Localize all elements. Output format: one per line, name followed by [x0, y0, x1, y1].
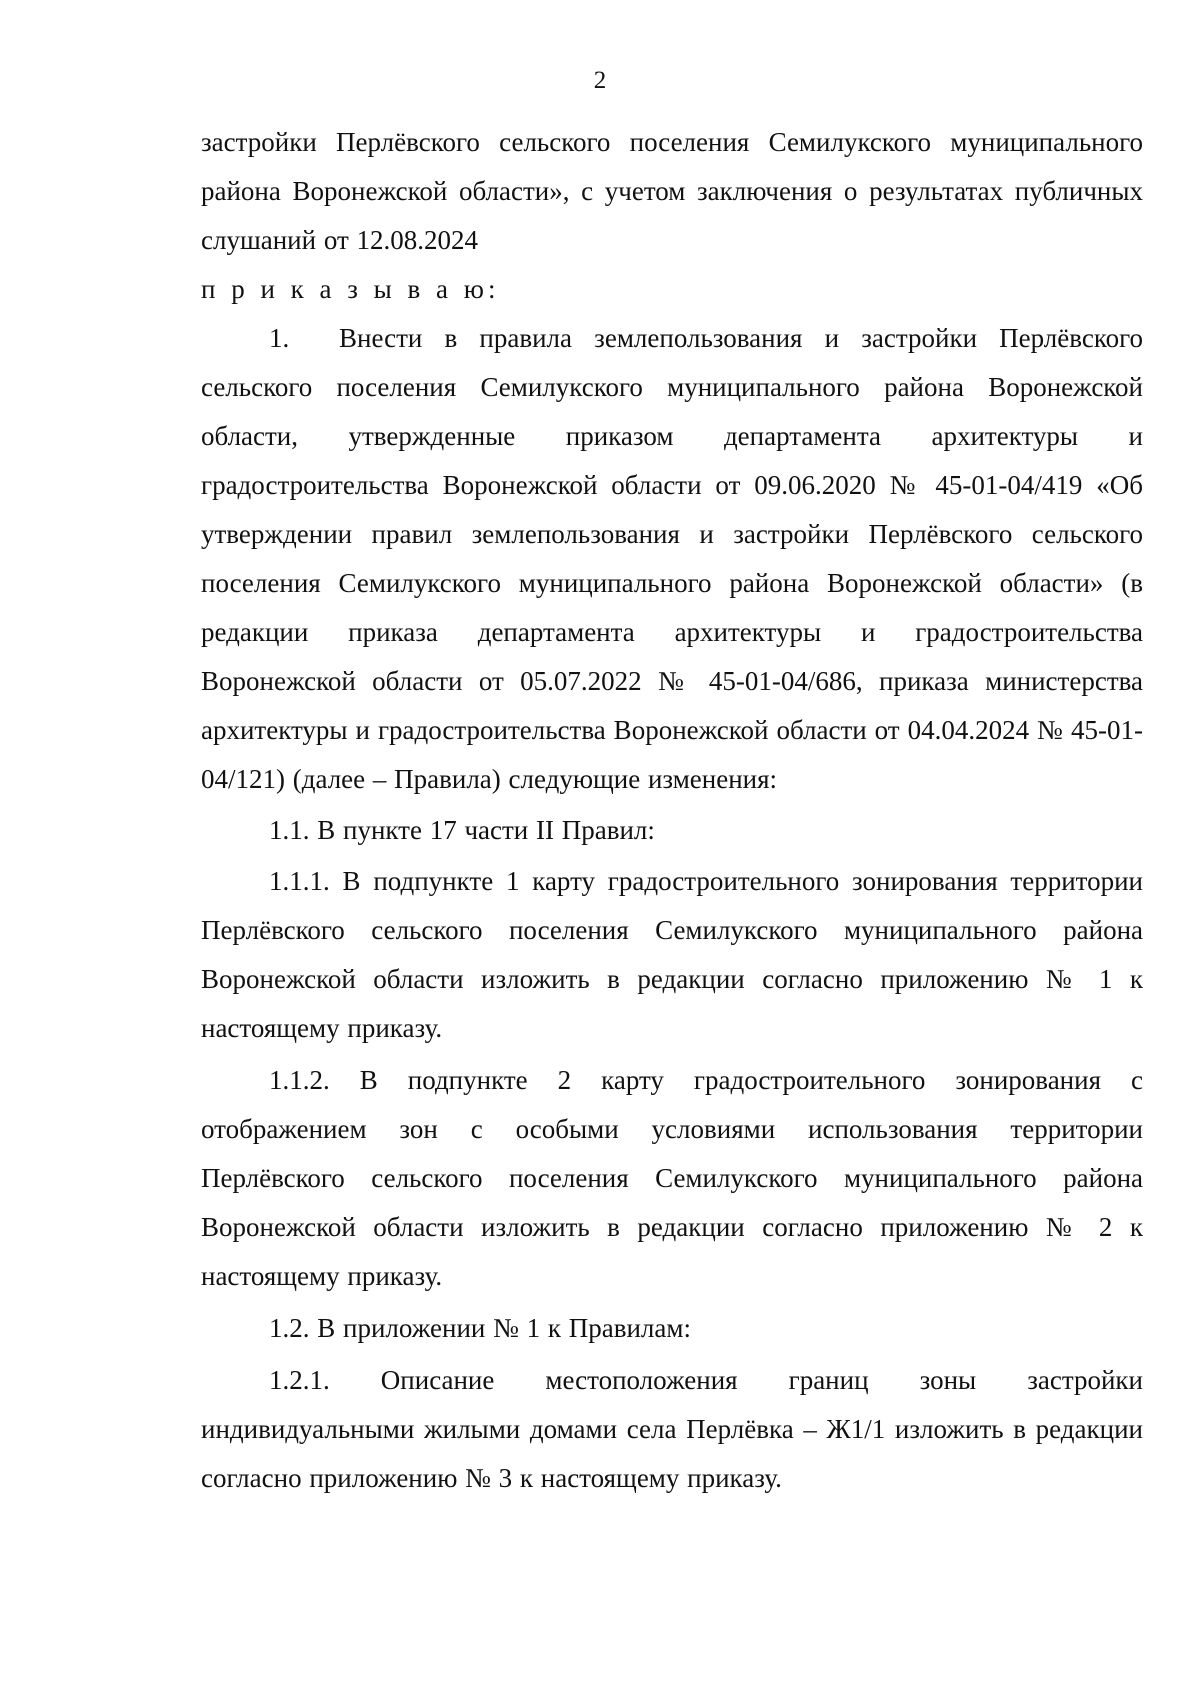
item-number: 1.	[269, 323, 290, 353]
document-body	[201, 118, 1143, 1503]
paragraph-item-1-1: 1.1. В пункте 17 части II Правил:	[269, 815, 655, 845]
paragraph-item-1-2: 1.2. В приложении № 1 к Правилам:	[269, 1313, 691, 1343]
paragraph-item-1	[201, 314, 1143, 804]
paragraph-item-1-1-2: 1.1.2. В подпункте 2 карту градостроительного зонирования с отображением зон с особыми условиями использования территории Перлёвского сельского поселения Семилукского муниципального района Воронежской области изложить в редакции согласно приложению № 2 к настоящему приказу.	[201, 1065, 1143, 1291]
order-word: п р и к а з ы в а ю:	[201, 274, 500, 304]
item-text: Внести в правила землепользования и застройки Перлёвского сельского поселения Семилукского муниципального района Воронежской области, утвержденные приказом департамента архитектуры и градостроительства Воронежской области от 09.06.2020 № 45-01-04/419 «Об утверждении правил землепользования и застройки Перлёвского сельского поселения Семилукского муниципального района Воронежской области» (в редакции приказа департамента архитектуры и градостроительства Воронежской области от 05.07.2022 № 45-01-04/686, приказа министерства архитектуры и градостроительства Воронежской области от 04.04.2024 № 45-01-04/121) (далее – Правила) следующие изменения:	[201, 323, 1143, 794]
page-number: 2	[593, 67, 607, 94]
paragraph-continuation: застройки Перлёвского сельского поселения Семилукского муниципального района Воронежской области», с учетом заключения о результатах публичных слушаний от 12.08.2024	[201, 127, 1143, 255]
paragraph-item-1-2-1: 1.2.1. Описание местоположения границ зоны застройки индивидуальными жилыми домами села Перлёвка – Ж1/1 изложить в редакции согласно приложению № 3 к настоящему приказу.	[201, 1365, 1143, 1493]
paragraph-item-1-1-1: 1.1.1. В подпункте 1 карту градостроительного зонирования территории Перлёвского сельского поселения Семилукского муниципального района Воронежской области изложить в редакции согласно приложению № 1 к настоящему приказу.	[201, 866, 1143, 1043]
